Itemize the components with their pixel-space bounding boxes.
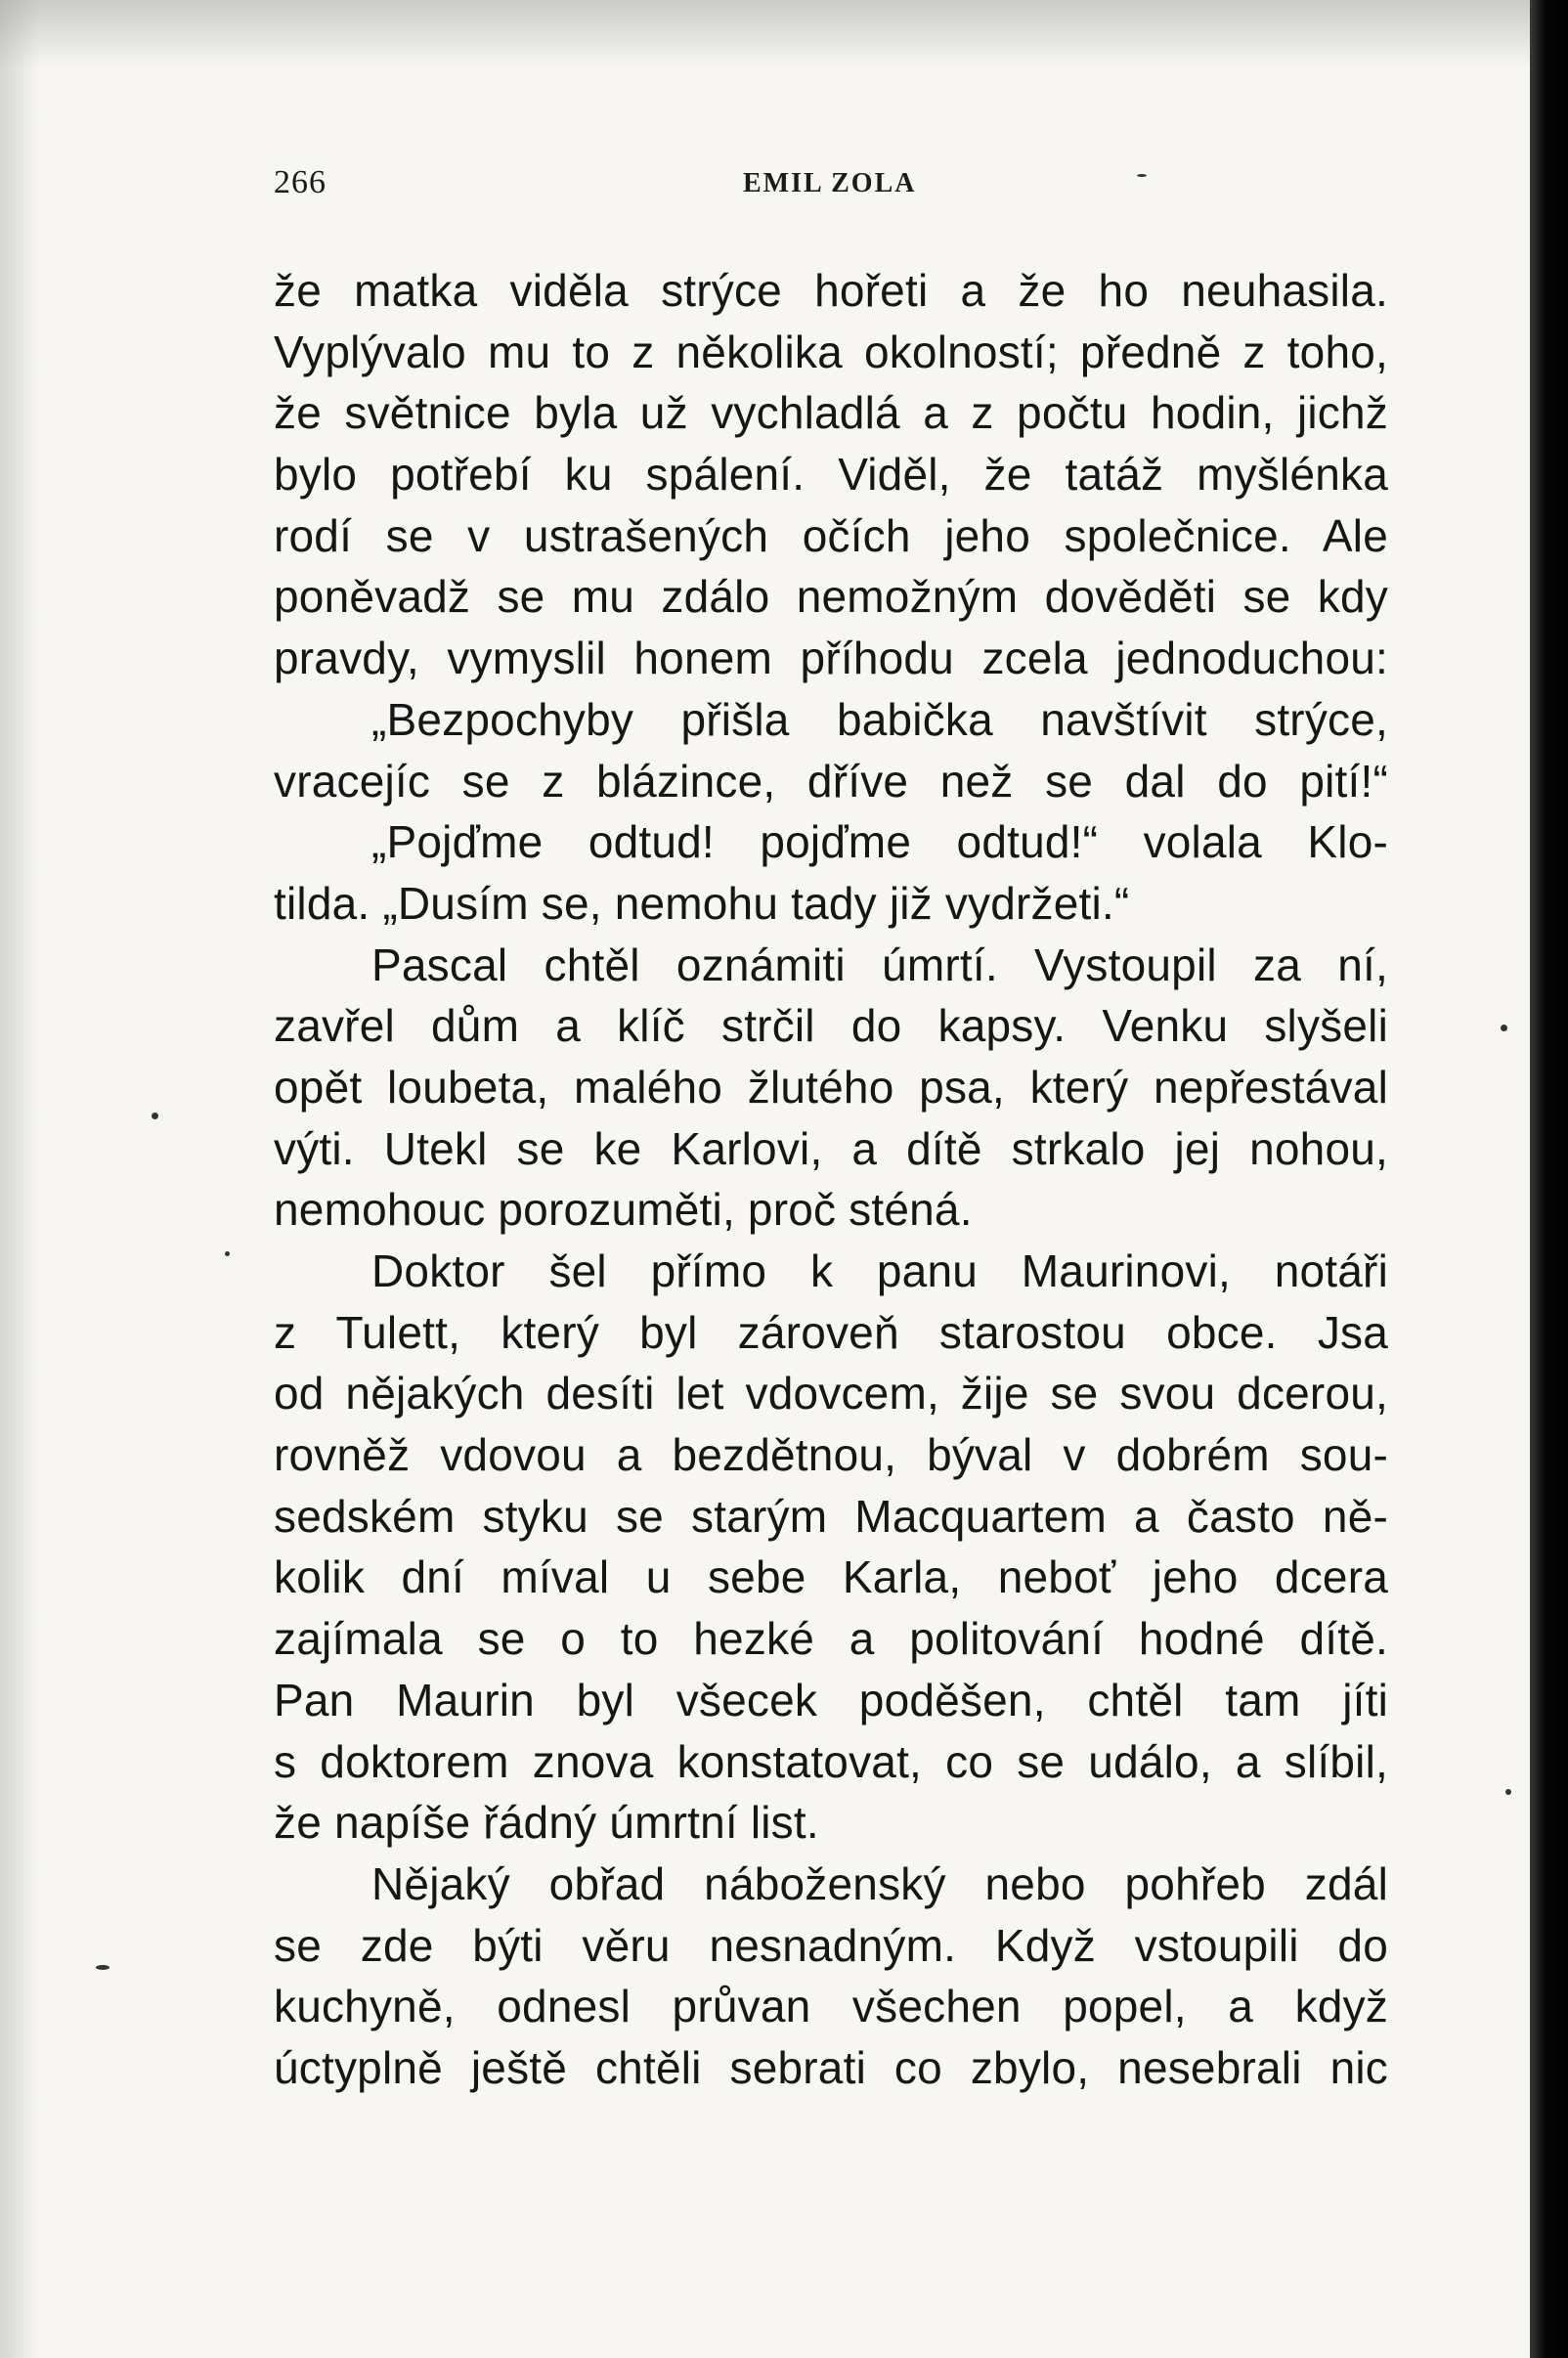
text-line: že světnice byla už vychladlá a z počtu hodin, jichž bbox=[274, 387, 1388, 439]
text-line: Pan Maurin byl všecek poděšen, chtěl tam jíti bbox=[274, 1674, 1388, 1725]
text-line: nemohouc porozuměti, proč sténá. bbox=[274, 1184, 973, 1236]
body-text bbox=[274, 260, 1388, 2099]
text-line: s doktorem znova konstatovat, co se událo, a slíbil, bbox=[274, 1735, 1388, 1787]
running-head bbox=[274, 164, 1388, 203]
left-edge-shade bbox=[0, 0, 39, 2358]
text-line: zajímala se o to hezké a politování hodné dítě. bbox=[274, 1613, 1388, 1665]
text-line: Pascal chtěl oznámiti úmrtí. Vystoupil za ní, bbox=[371, 939, 1388, 990]
text-line: pravdy, vymyslil honem příhodu zcela jednoduchou: bbox=[274, 633, 1388, 684]
page-number: 266 bbox=[274, 164, 327, 200]
top-edge-shade bbox=[0, 0, 1535, 68]
text-line: kolik dní míval u sebe Karla, neboť jeho dcera bbox=[274, 1551, 1388, 1603]
paper-speck bbox=[1137, 174, 1147, 177]
text-line: bylo potřebí ku spálení. Viděl, že tatáž myšlénka bbox=[274, 449, 1388, 501]
text-line: „Bezpochyby přišla babička navštívit strýce, bbox=[371, 693, 1388, 745]
paper-speck bbox=[225, 1251, 230, 1256]
text-line: rovněž vdovou a bezdětnou, býval v dobrém sou- bbox=[274, 1429, 1388, 1481]
paper-speck bbox=[1501, 1025, 1507, 1031]
text-line: se zde býti věru nesnadným. Když vstoupili do bbox=[274, 1919, 1388, 1971]
text-line: z Tulett, který byl zároveň starostou obce. Jsa bbox=[274, 1306, 1388, 1358]
text-line: vracejíc se z blázince, dříve než se dal do pití!“ bbox=[274, 755, 1388, 807]
text-line: poněvadž se mu zdálo nemožným dověděti se kdy bbox=[274, 571, 1388, 623]
text-line: že matka viděla strýce hořeti a že ho neuhasila. bbox=[274, 265, 1388, 316]
text-line: úctyplně ještě chtěli sebrati co zbylo, nesebrali nic bbox=[274, 2041, 1388, 2093]
text-line: sedském styku se starým Macquartem a často ně- bbox=[274, 1490, 1388, 1542]
paper-speck bbox=[152, 1113, 158, 1119]
paper-speck bbox=[1505, 1789, 1511, 1795]
text-line: Nějaký obřad náboženský nebo pohřeb zdál bbox=[371, 1857, 1388, 1909]
scan-right-border bbox=[1530, 0, 1568, 2358]
text-line: Vyplývalo mu to z několika okolností; předně z toho, bbox=[274, 326, 1388, 377]
text-line: opět loubeta, malého žlutého psa, který nepřestával bbox=[274, 1061, 1388, 1113]
text-line: od nějakých desíti let vdovcem, žije se svou dcerou, bbox=[274, 1368, 1388, 1419]
text-line: kuchyně, odnesl průvan všechen popel, a když bbox=[274, 1981, 1388, 2032]
text-line: „Pojďme odtud! pojďme odtud!“ volala Klo- bbox=[371, 816, 1388, 868]
text-line: Doktor šel přímo k panu Maurinovi, notáři bbox=[371, 1245, 1388, 1296]
running-title: EMIL ZOLA bbox=[743, 168, 917, 198]
text-line: rodí se v ustrašených očích jeho společnice. Ale bbox=[274, 509, 1388, 561]
text-line: tilda. „Dusím se, nemohu tady již vydržeti.“ bbox=[274, 877, 1130, 929]
paper-speck bbox=[96, 1965, 109, 1970]
text-line: že napíše řádný úmrtní list. bbox=[274, 1797, 819, 1849]
text-line: výti. Utekl se ke Karlovi, a dítě strkalo jej nohou, bbox=[274, 1122, 1388, 1174]
text-line: zavřel dům a klíč strčil do kapsy. Venku slyšeli bbox=[274, 1000, 1388, 1052]
